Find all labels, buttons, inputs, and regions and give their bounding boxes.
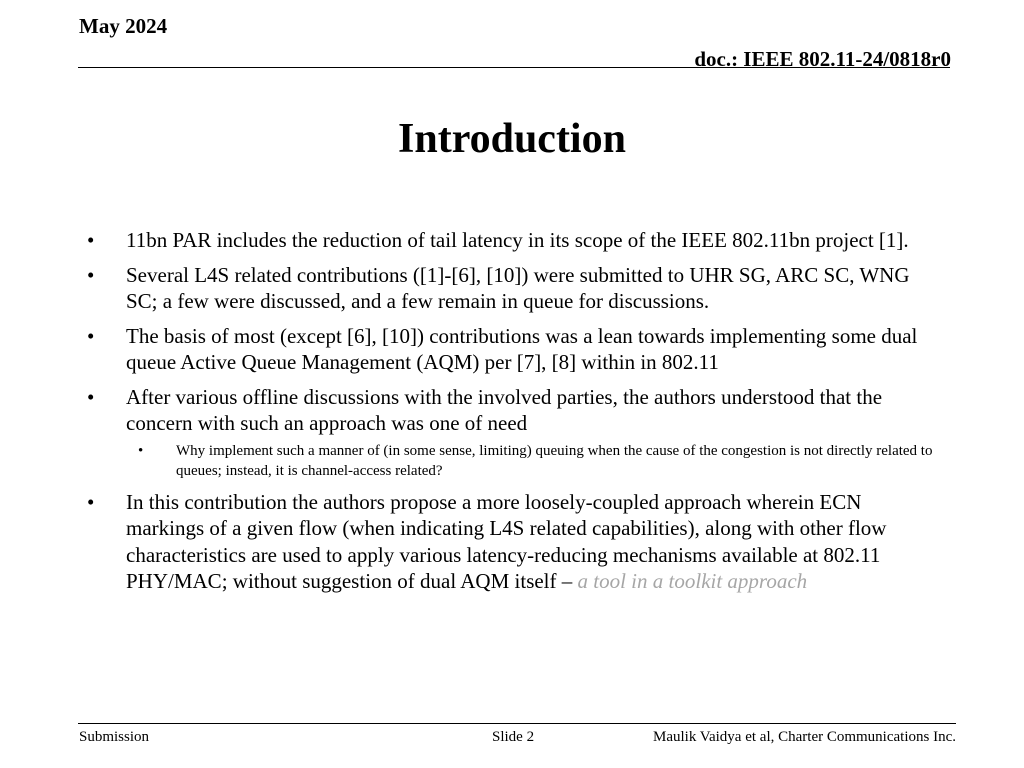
bullet-item-5 bbox=[82, 489, 942, 595]
bullet-text: Several L4S related contributions ([1]-[6], [10]) were submitted to UHR SG, ARC SC, WNG SC; a few were discussed, and a few remain in queue for discussions. bbox=[126, 262, 910, 313]
bullet-text: 11bn PAR includes the reduction of tail latency in its scope of the IEEE 802.11bn project [1]. bbox=[126, 228, 909, 252]
header-date: May 2024 bbox=[79, 14, 168, 38]
footer-divider bbox=[78, 723, 956, 724]
bullet-item-3 bbox=[82, 323, 942, 376]
sub-bullet-marker: • bbox=[138, 442, 144, 459]
bullet-marker: • bbox=[87, 384, 95, 409]
header-divider bbox=[78, 67, 950, 68]
slide-title: Introduction bbox=[398, 116, 626, 162]
sub-bullet-text: Why implement such a manner of (in some sense, limiting) queuing when the cause of the congestion is not directly related to queues; instead, it is channel-access related? bbox=[176, 442, 933, 479]
bullet-list bbox=[82, 227, 942, 603]
bullet-marker: • bbox=[87, 262, 95, 287]
sub-bullet-list bbox=[126, 441, 942, 481]
bullet-item-2 bbox=[82, 262, 942, 315]
header-doc-id: doc.: IEEE 802.11-24/0818r0 bbox=[694, 47, 951, 71]
footer-authors: Maulik Vaidya et al, Charter Communications Inc. bbox=[653, 729, 956, 745]
bullet-marker: • bbox=[87, 228, 95, 252]
bullet-marker: • bbox=[87, 323, 95, 348]
sub-bullet-item bbox=[126, 441, 942, 481]
emphasis-text: a tool in a toolkit approach bbox=[577, 569, 808, 593]
bullet-marker: • bbox=[87, 489, 95, 514]
footer-submission: Submission bbox=[79, 729, 150, 745]
bullet-text: The basis of most (except [6], [10]) contributions was a lean towards implementing some dual queue Active Queue Management (AQM) per [7], [8] within in 802.11 bbox=[126, 323, 918, 374]
bullet-text: After various offline discussions with the involved parties, the authors understood that the concern with such an approach was one of need bbox=[126, 384, 883, 435]
bullet-item-4 bbox=[82, 384, 942, 481]
bullet-text: In this contribution the authors propose a more loosely-coupled approach wherein ECN markings of a given flow (when indicating L4S related capabilities), along with other flow characteristics are used to apply various latency-reducing mechanisms available at 802.11 PHY/MAC; without suggestion of dual AQM itself – bbox=[126, 489, 887, 593]
footer-slide-number: Slide 2 bbox=[492, 729, 535, 745]
bullet-item-1 bbox=[82, 227, 942, 254]
